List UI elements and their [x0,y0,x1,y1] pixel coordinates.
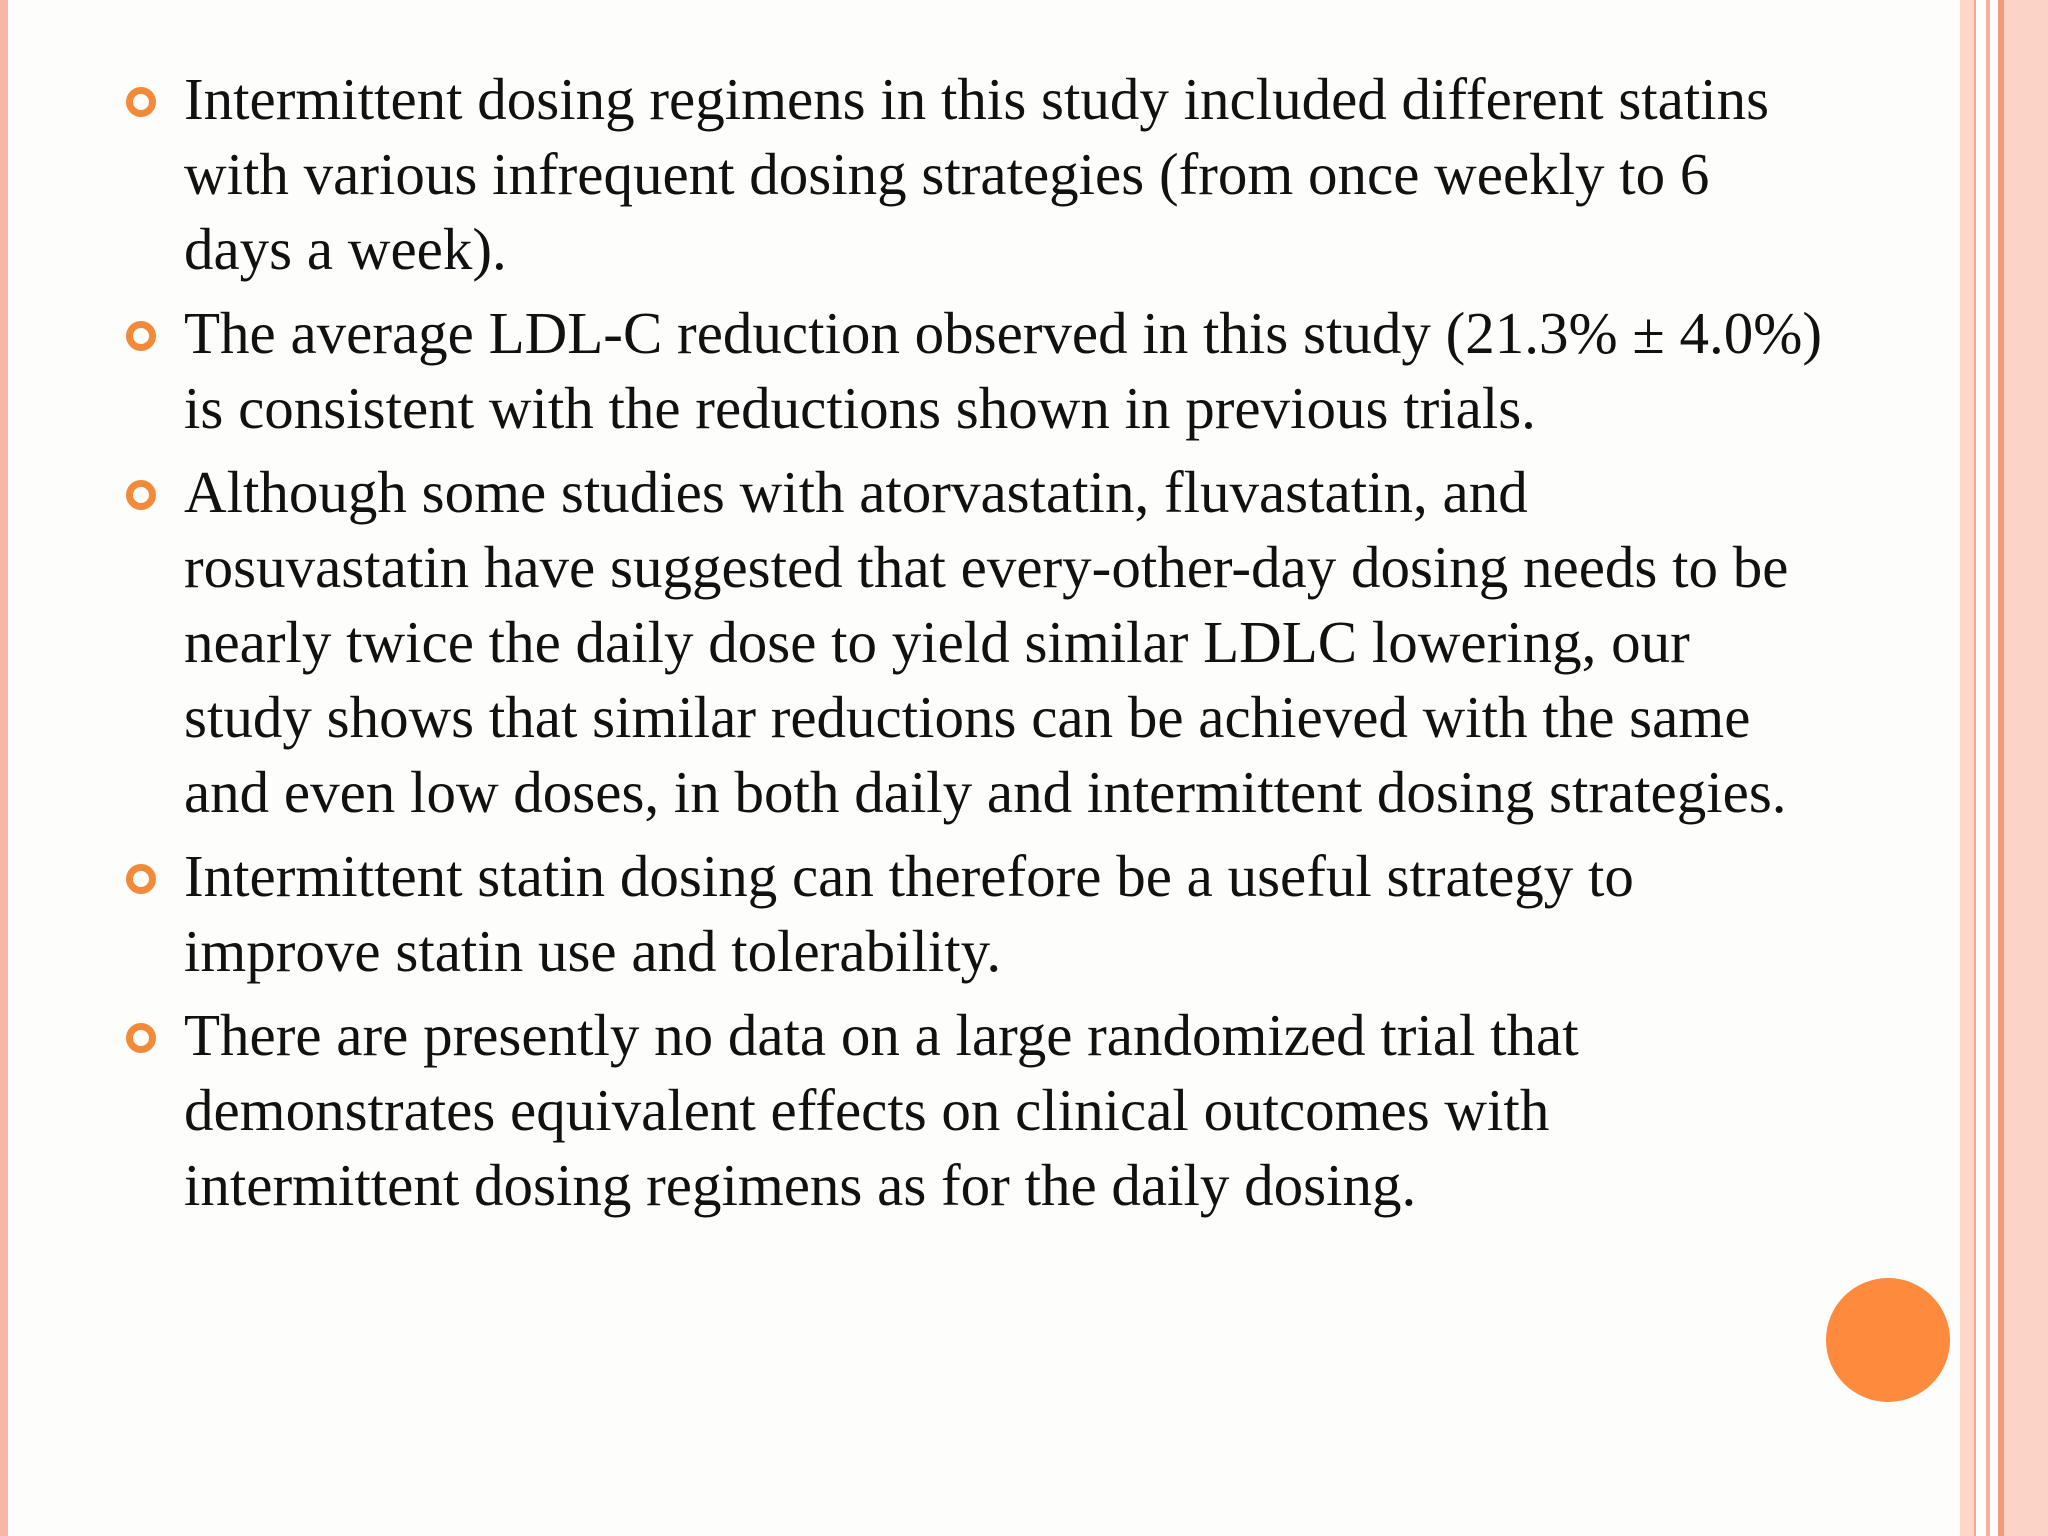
slide-bullet-list [124,62,1824,1232]
bullet-item [124,998,1824,1223]
bullet-item [124,296,1824,446]
right-decorative-stripe [1960,0,1974,1536]
bullet-item [124,62,1824,287]
right-decorative-stripe [1990,0,1998,1536]
bullet-circle-icon [126,321,156,351]
left-decorative-bar [0,0,8,1536]
bullet-circle-icon [126,1023,156,1053]
right-decorative-stripe [2004,0,2048,1536]
orange-circle-decoration [1826,1278,1950,1402]
bullet-text: Intermittent dosing regimens in this study included different statins with various infrequent dosing strategies (from once weekly to 6 days a week). [184,66,1770,282]
bullet-text: There are presently no data on a large randomized trial that demonstrates equivalent effects on clinical outcomes with intermittent dosing regimens as for the daily dosing. [184,1002,1579,1218]
bullet-circle-icon [126,864,156,894]
right-decorative-stripe [1976,0,1986,1536]
bullet-item [124,455,1824,830]
bullet-text: The average LDL-C reduction observed in this study (21.3% ± 4.0%) is consistent with the reductions shown in previous trials. [184,300,1823,441]
bullet-item [124,839,1824,989]
bullet-text: Although some studies with atorvastatin, fluvastatin, and rosuvastatin have suggested that every-other-day dosing needs to be nearly twice the daily dose to yield similar LDLC lowering, our study shows that similar reductions can be achieved with the same and even low doses, in both daily and intermittent dosing strategies. [184,459,1789,825]
bullet-circle-icon [126,480,156,510]
bullet-text: Intermittent statin dosing can therefore be a useful strategy to improve statin use and tolerability. [184,843,1634,984]
bullet-circle-icon [126,87,156,117]
